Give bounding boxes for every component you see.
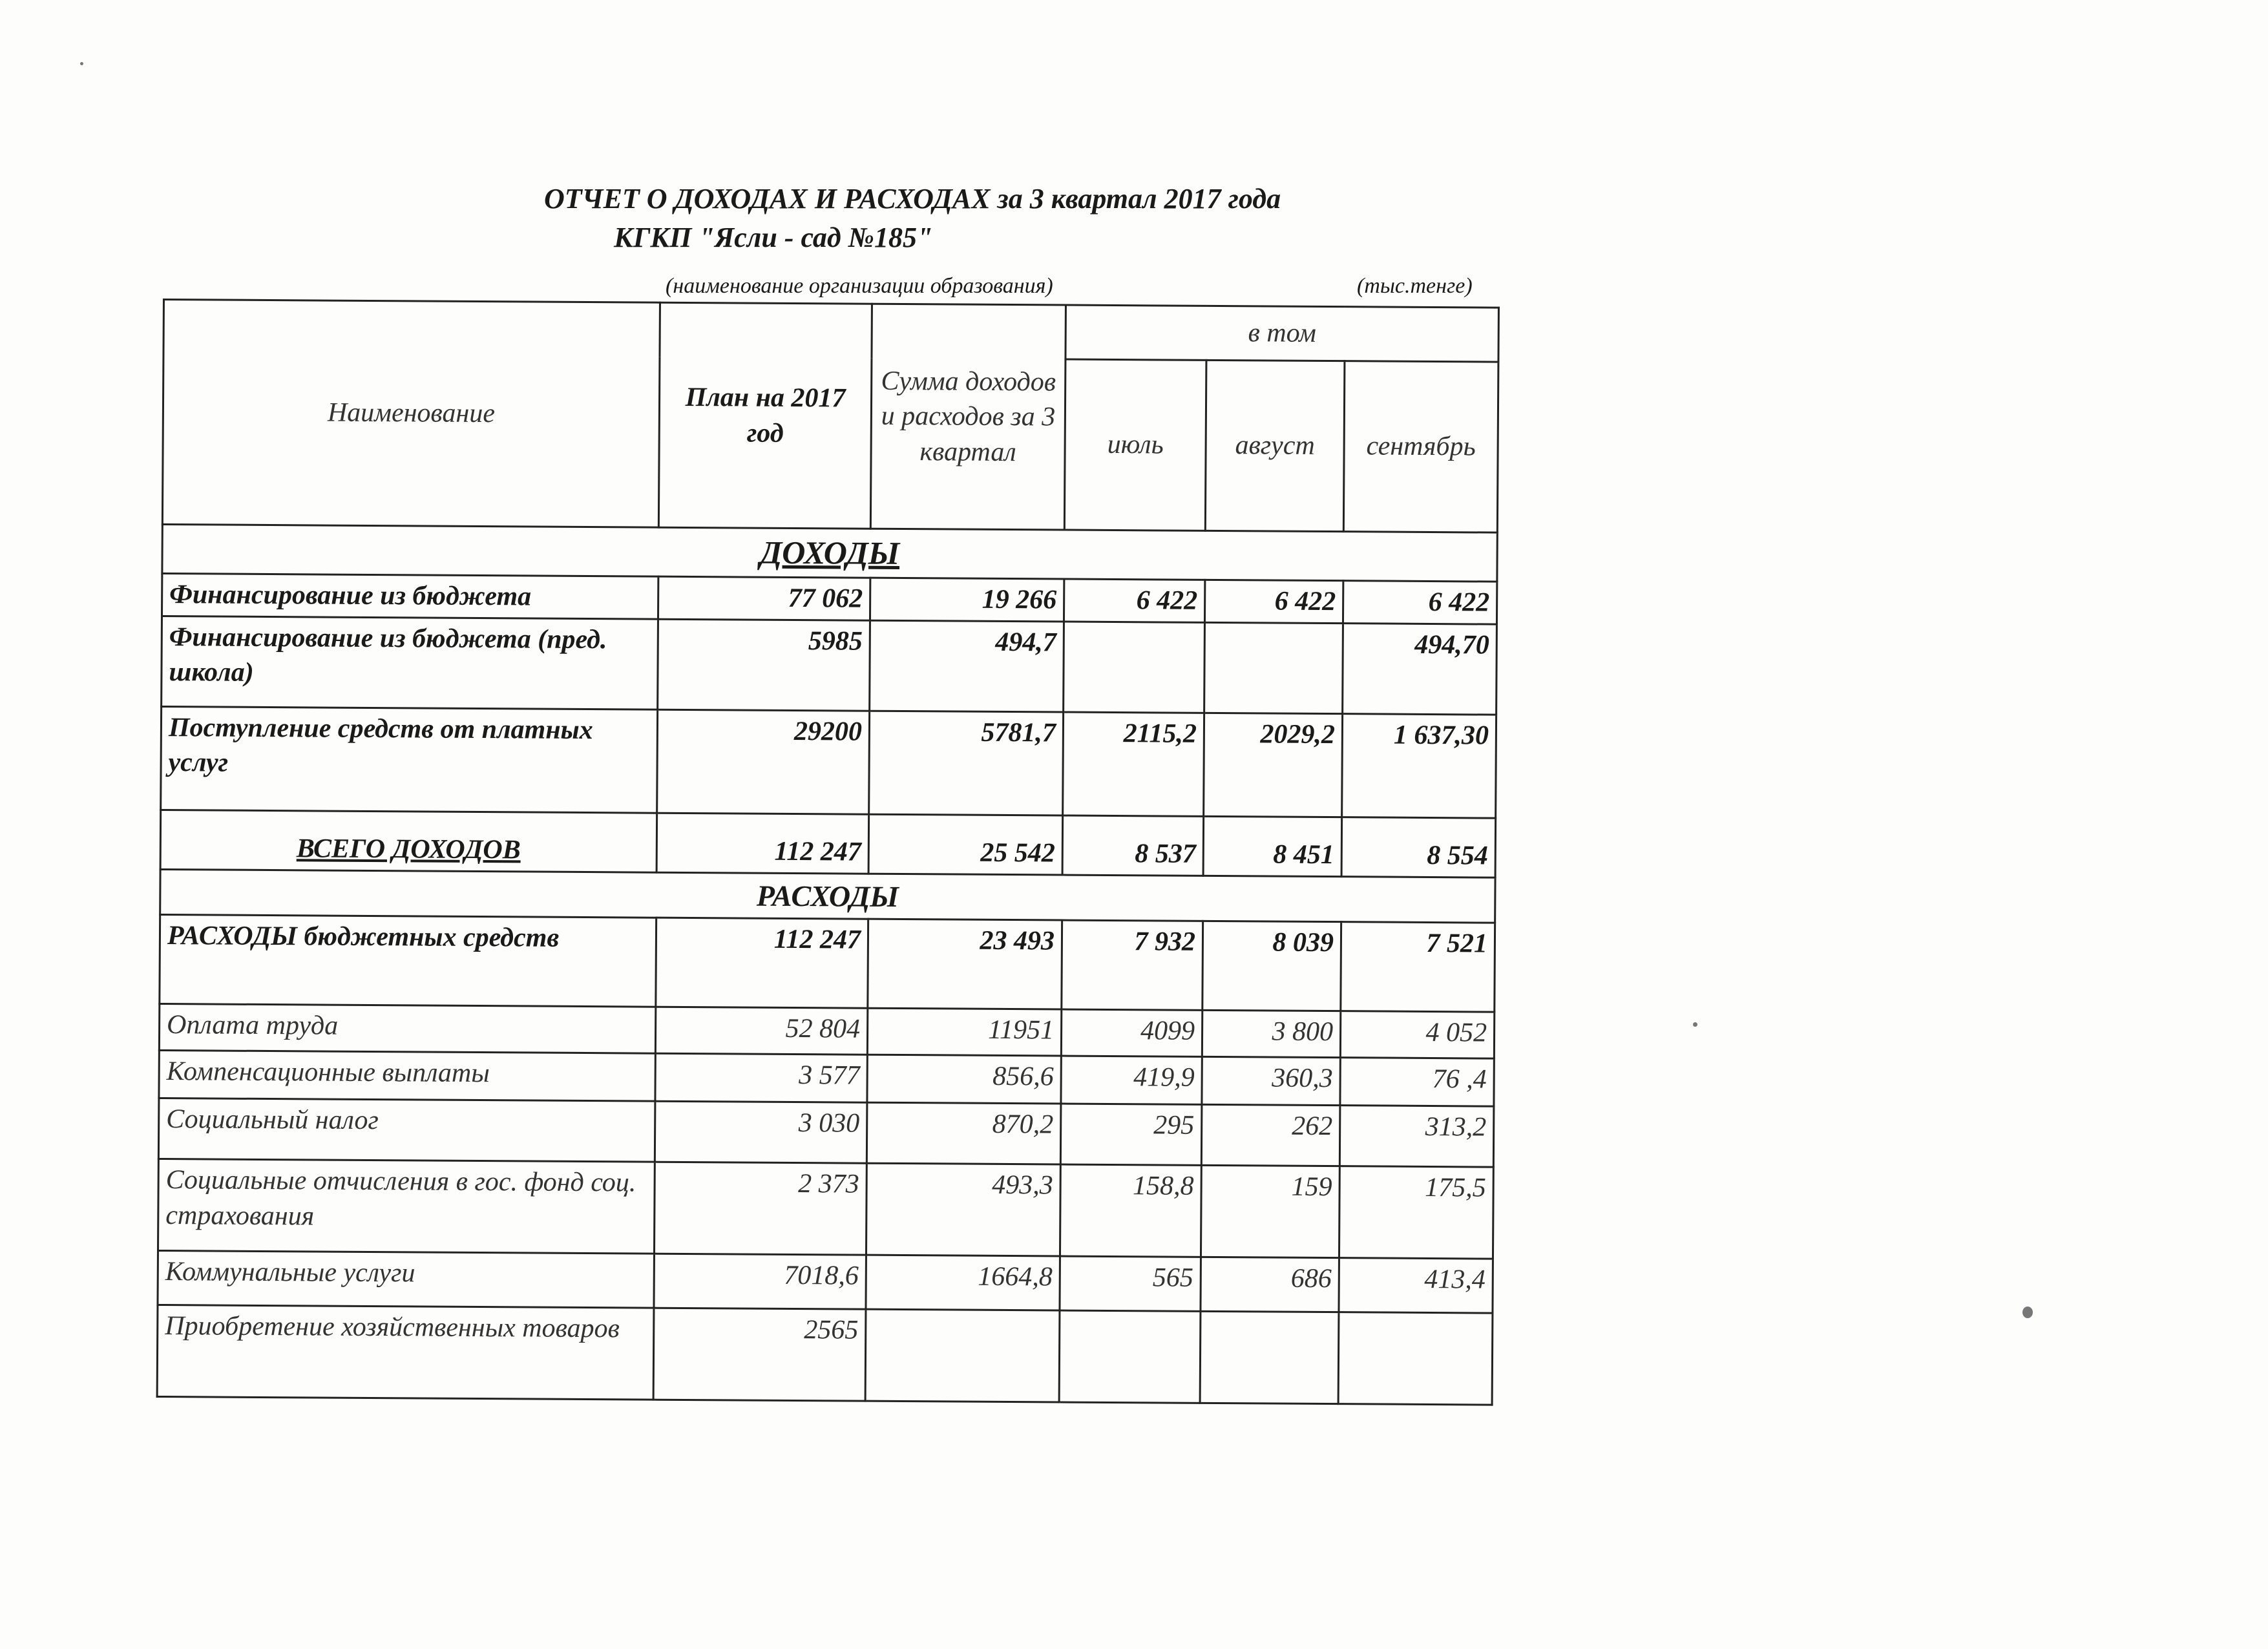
total-august: 8 451 (1203, 816, 1342, 876)
row-july: 6 422 (1064, 579, 1204, 622)
total-plan: 112 247 (656, 813, 869, 874)
row-sum (865, 1310, 1060, 1403)
row-september: 1 637,30 (1342, 713, 1496, 817)
row-sum: 11951 (867, 1009, 1061, 1056)
table-row (158, 1159, 1493, 1259)
row-september: 7 521 (1341, 922, 1495, 1012)
row-plan: 2 373 (654, 1162, 866, 1255)
scan-speck (1693, 1022, 1697, 1027)
row-sum: 494,7 (870, 620, 1064, 712)
row-name: Социальный налог (158, 1098, 655, 1162)
row-september: 494,70 (1343, 623, 1497, 714)
table-row (161, 706, 1496, 818)
row-august: 6 422 (1204, 580, 1343, 623)
income-total-row (160, 810, 1496, 877)
row-august: 3 800 (1202, 1011, 1340, 1058)
column-header-august: август (1205, 360, 1345, 531)
organization-name: КГКП "Ясли - сад №185" (614, 222, 933, 253)
row-plan: 3 577 (655, 1054, 867, 1103)
row-plan: 3 030 (655, 1102, 867, 1164)
row-july (1059, 1310, 1201, 1403)
column-header-group: в том (1066, 305, 1499, 362)
row-plan: 7018,6 (654, 1254, 866, 1310)
row-august: 159 (1201, 1166, 1339, 1258)
row-sum: 870,2 (866, 1103, 1061, 1165)
row-september: 76 ,4 (1340, 1058, 1494, 1106)
row-september: 4 052 (1340, 1011, 1494, 1058)
row-july: 4099 (1061, 1009, 1202, 1056)
total-september: 8 554 (1341, 817, 1496, 877)
table-row (158, 1251, 1493, 1314)
expense-section-row (160, 869, 1495, 923)
row-name: Поступление средств от платных услуг (161, 706, 658, 813)
row-name: Компенсационные выплаты (159, 1051, 655, 1102)
row-july: 2115,2 (1063, 712, 1204, 816)
organization-caption: (наименование организации образования) (666, 274, 1053, 298)
row-september: 175,5 (1339, 1166, 1493, 1259)
row-september: 313,2 (1339, 1106, 1494, 1167)
income-expense-table (156, 299, 1500, 1406)
row-plan: 29200 (657, 709, 870, 814)
income-section-row (162, 525, 1497, 582)
row-name: Финансирование из бюджета (162, 574, 658, 619)
row-august: 360,3 (1202, 1057, 1340, 1106)
total-name: ВСЕГО ДОХОДОВ (160, 810, 657, 872)
row-name: Социальные отчисления в гос. фонд соц. страхования (158, 1159, 655, 1254)
table-row (162, 574, 1497, 624)
row-sum: 856,6 (867, 1055, 1061, 1104)
row-july: 158,8 (1060, 1164, 1201, 1257)
row-plan: 112 247 (656, 918, 868, 1009)
row-name: Приобретение хозяйственных товаров (157, 1305, 654, 1400)
row-august: 262 (1201, 1105, 1340, 1166)
row-july: 419,9 (1061, 1056, 1202, 1104)
row-august: 686 (1201, 1257, 1339, 1312)
income-section-label: ДОХОДЫ (162, 525, 1497, 582)
column-header-plan: План на 2017 год (658, 302, 872, 529)
row-plan: 2565 (653, 1308, 866, 1402)
column-header-july: июль (1064, 359, 1206, 530)
expense-budget-row (160, 915, 1495, 1013)
table-row (157, 1305, 1493, 1405)
table-row (158, 1098, 1494, 1168)
row-september (1338, 1312, 1493, 1405)
row-name: Финансирование из бюджета (пред. школа) (162, 616, 658, 709)
expense-section-label: РАСХОДЫ (160, 869, 1495, 923)
row-plan: 77 062 (658, 576, 870, 620)
row-name: РАСХОДЫ бюджетных средств (160, 915, 656, 1007)
row-sum: 19 266 (870, 578, 1064, 621)
column-header-sum: Сумма доходов и расходов за 3 квартал (870, 304, 1066, 530)
row-august: 2029,2 (1204, 713, 1343, 817)
row-sum: 493,3 (866, 1164, 1060, 1257)
row-sum: 5781,7 (869, 711, 1064, 815)
header-row-1 (163, 300, 1499, 362)
row-august (1200, 1312, 1339, 1404)
row-sum: 23 493 (868, 919, 1062, 1010)
total-july: 8 537 (1062, 815, 1204, 876)
row-july: 7 932 (1062, 920, 1203, 1010)
column-header-september: сентябрь (1343, 361, 1498, 532)
row-july: 295 (1060, 1104, 1202, 1165)
row-august (1204, 622, 1343, 713)
table-row (162, 616, 1497, 715)
scan-speck (2022, 1307, 2033, 1318)
row-july (1064, 622, 1205, 713)
table-row (159, 1051, 1494, 1107)
row-name: Коммунальные услуги (158, 1251, 654, 1308)
column-header-name: Наименование (162, 300, 660, 528)
row-name: Оплата труда (159, 1004, 655, 1054)
row-plan: 52 804 (655, 1007, 867, 1055)
units-caption: (тыс.тенге) (1357, 274, 1473, 298)
table-row (159, 1004, 1494, 1059)
row-july: 565 (1060, 1256, 1201, 1311)
row-september: 413,4 (1339, 1258, 1493, 1313)
total-sum: 25 542 (868, 814, 1063, 875)
scan-speck (80, 62, 83, 65)
row-september: 6 422 (1343, 581, 1496, 624)
report-title: ОТЧЕТ О ДОХОДАХ И РАСХОДАХ за 3 квартал 2017 года (544, 183, 1281, 215)
row-sum: 1664,8 (866, 1255, 1060, 1311)
row-plan: 5985 (658, 619, 870, 711)
row-august: 8 039 (1202, 921, 1341, 1011)
